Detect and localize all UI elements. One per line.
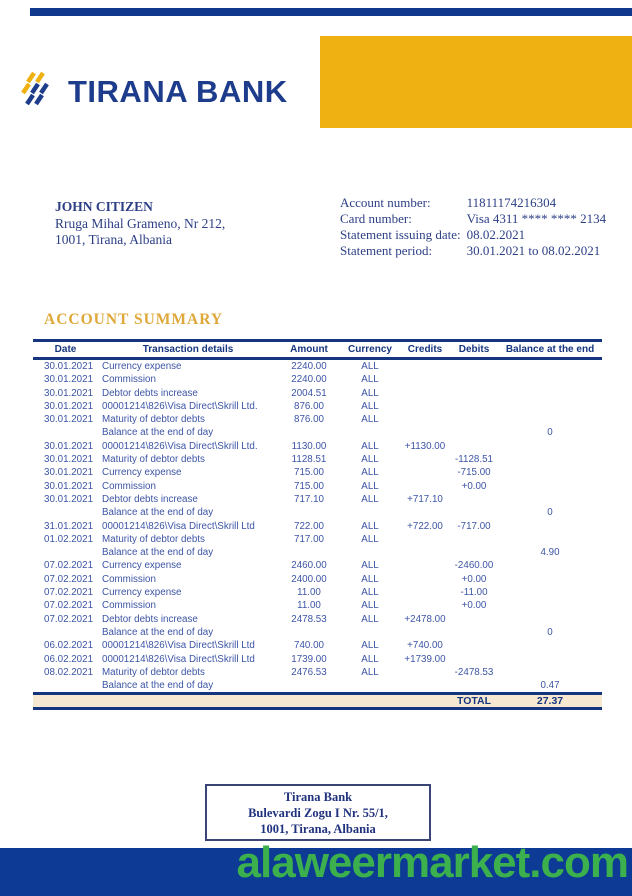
cell-currency: ALL [361,560,379,572]
transaction-row [33,400,602,413]
total-row [33,694,602,709]
cell-balance [498,359,602,374]
cell-details: Balance at the end of day [102,427,214,439]
transaction-row [33,453,602,466]
cell-debits: -715.00 [457,467,491,479]
cell-amount [278,426,340,439]
transaction-row [33,626,602,639]
transaction-row [33,373,602,386]
transaction-row [33,413,602,426]
cell-balance [498,666,602,679]
cell-credits [400,400,450,413]
cell-credits [400,533,450,546]
cell-currency [340,626,400,639]
total-value: 27.37 [498,694,602,709]
cell-details: 00001214\826\Visa Direct\Skrill Ltd [102,640,255,652]
cell-details: Currency expense [102,361,182,372]
cell-debits [450,359,498,374]
cell-currency: ALL [361,573,379,585]
cell-debits [450,387,498,400]
cell-debits [450,440,498,453]
cell-credits [400,679,450,694]
card-number-row [340,212,606,228]
cell-amount: 1128.51 [291,454,327,466]
cell-balance [498,599,602,612]
transaction-row [33,639,602,652]
cell-date: 08.02.2021 [44,666,94,678]
cell-balance [498,586,602,599]
cell-currency: ALL [361,520,379,532]
customer-address-line-2: 1001, Tirana, Albania [55,232,172,247]
cell-credits: +722.00 [407,520,443,532]
cell-credits [400,373,450,386]
cell-credits [400,546,450,559]
cell-details: Balance at the end of day [102,626,214,638]
cell-amount [278,506,340,519]
cell-currency: ALL [361,493,379,505]
cell-date [33,426,98,439]
col-header-date: Date [33,341,98,359]
cell-details: Commission [102,600,156,612]
cell-details: Currency expense [102,560,182,572]
cell-date: 31.01.2021 [44,520,94,532]
cell-credits: +1130.00 [404,440,446,452]
cell-credits [400,559,450,572]
cell-amount [278,679,340,694]
cell-date: 30.01.2021 [44,387,94,399]
cell-details: Debtor debts increase [102,613,198,625]
cell-date [33,506,98,519]
cell-balance [498,493,602,506]
cell-credits [400,586,450,599]
cell-amount: 11.00 [297,587,321,599]
cell-date: 07.02.2021 [44,600,94,612]
cell-balance: 0 [547,427,553,439]
cell-credits [400,573,450,586]
cell-balance [498,400,602,413]
cell-amount: 722.00 [294,520,324,532]
cell-details: 00001214\826\Visa Direct\Skrill Ltd [102,520,255,532]
cell-credits [400,480,450,493]
transactions-table [33,339,602,710]
transaction-row [33,599,602,612]
cell-date: 30.01.2021 [44,467,94,479]
cell-currency: ALL [361,361,379,372]
cell-debits [450,413,498,426]
cell-amount: 876.00 [294,414,324,426]
cell-balance: 0 [547,507,553,519]
cell-amount: 876.00 [294,400,324,412]
cell-amount: 715.00 [294,480,324,492]
cell-amount: 717.10 [294,493,324,505]
cell-currency [340,679,400,694]
bank-logo-stripes-icon [16,70,60,113]
header-yellow-block [320,36,632,128]
cell-amount: 1739.00 [291,653,327,665]
cell-balance: 0 [547,626,553,638]
cell-date: 07.02.2021 [44,573,94,585]
cell-balance [498,453,602,466]
cell-amount: 11.00 [297,600,321,612]
cell-currency: ALL [361,653,379,665]
cell-debits [450,653,498,666]
cell-balance [498,440,602,453]
cell-currency [340,546,400,559]
cell-credits [400,453,450,466]
cell-balance [498,639,602,652]
transaction-row [33,653,602,666]
col-header-balance: Balance at the end [498,341,602,359]
cell-date: 30.01.2021 [44,414,94,426]
cell-amount: 740.00 [294,640,324,652]
cell-amount: 2478.53 [291,613,327,625]
transaction-row [33,387,602,400]
cell-amount: 2476.53 [291,666,327,678]
cell-date [33,546,98,559]
cell-credits [400,387,450,400]
cell-details: Commission [102,573,156,585]
cell-debits: -11.00 [460,587,488,599]
cell-currency: ALL [361,613,379,625]
transaction-row [33,506,602,519]
cell-credits: +740.00 [407,640,443,652]
cell-details: Maturity of debtor debts [102,454,205,466]
cell-debits: -2478.53 [454,666,494,678]
transaction-row [33,546,602,559]
cell-currency: ALL [361,374,379,386]
cell-debits [450,533,498,546]
cell-details: Balance at the end of day [102,507,214,519]
statement-period-value: 30.01.2021 to 08.02.2021 [466,243,601,258]
cell-balance [498,533,602,546]
cell-credits: +2478.00 [404,613,446,625]
cell-credits [400,413,450,426]
issuing-date-row [340,228,606,244]
cell-details: Currency expense [102,467,182,479]
cell-currency: ALL [361,387,379,399]
statement-period-row [340,244,606,260]
cell-credits [400,359,450,374]
customer-address-block [55,199,225,248]
transaction-row [33,480,602,493]
cell-amount: 2460.00 [291,560,327,572]
transaction-row [33,679,602,694]
statement-period-label: Statement period: [340,243,433,258]
issuing-date-label: Statement issuing date: [340,227,461,242]
cell-credits [400,666,450,679]
transaction-row [33,559,602,572]
cell-details: Commission [102,374,156,386]
cell-debits [450,373,498,386]
account-summary-title: ACCOUNT SUMMARY [44,311,224,328]
cell-balance [498,559,602,572]
transaction-row [33,440,602,453]
cell-credits [400,506,450,519]
issuing-date-value: 08.02.2021 [466,227,526,242]
cell-details: Maturity of debtor debts [102,533,205,545]
cell-credits [400,466,450,479]
cell-credits [400,599,450,612]
watermark-text: alaweermarket.com [236,838,628,887]
cell-debits [450,679,498,694]
account-number-row [340,196,606,212]
cell-debits [450,639,498,652]
cell-details: Maturity of debtor debts [102,666,205,678]
transaction-row [33,493,602,506]
cell-details: 00001214\826\Visa Direct\Skrill Ltd [102,653,255,665]
transaction-row [33,359,602,374]
transaction-row [33,613,602,626]
cell-debits: +0.00 [461,600,487,612]
cell-date: 30.01.2021 [44,400,94,412]
col-header-transaction-details: Transaction details [98,341,278,359]
cell-amount: 2004.51 [291,387,327,399]
table-header-row [33,341,602,359]
bank-address-line-3: 1001, Tirana, Albania [260,821,376,836]
cell-currency: ALL [361,600,379,612]
cell-details: 00001214\826\Visa Direct\Skrill Ltd. [102,400,258,412]
col-header-amount: Amount [278,341,340,359]
cell-currency: ALL [361,587,379,599]
cell-details: Currency expense [102,587,182,599]
cell-amount: 2400.00 [291,573,327,585]
account-number-label: Account number: [340,195,431,210]
cell-details: Debtor debts increase [102,387,198,399]
transactions-body [33,359,602,694]
account-info-block [340,196,606,260]
cell-date [33,626,98,639]
bank-address-line-1: Tirana Bank [283,789,353,804]
account-number-value: 11811174216304 [466,195,557,210]
cell-debits [450,626,498,639]
cell-debits: -1128.51 [455,454,493,466]
total-row-spacer [33,694,450,709]
bank-address-box [205,784,431,841]
cell-debits [450,493,498,506]
cell-credits [400,426,450,439]
cell-debits: -717.00 [457,520,491,532]
transaction-row [33,573,602,586]
transaction-row [33,666,602,679]
cell-date: 30.01.2021 [44,361,94,372]
cell-date: 30.01.2021 [44,374,94,386]
cell-amount: 715.00 [294,467,324,479]
cell-currency: ALL [361,666,379,678]
cell-amount [278,546,340,559]
card-number-label: Card number: [340,211,412,226]
cell-amount: 717.00 [294,533,324,545]
cell-balance [498,387,602,400]
cell-balance: 0.47 [540,680,560,692]
total-label: TOTAL [450,694,498,709]
cell-date: 06.02.2021 [44,640,94,652]
transaction-row [33,586,602,599]
cell-amount: 2240.00 [291,374,327,386]
cell-debits: -2460.00 [454,560,494,572]
cell-currency: ALL [361,467,379,479]
cell-credits: +1739.00 [404,653,446,665]
cell-debits [450,400,498,413]
cell-currency: ALL [361,480,379,492]
card-number-value: Visa 4311 **** **** 2134 [466,211,607,226]
cell-debits [450,426,498,439]
cell-date: 07.02.2021 [44,560,94,572]
cell-date: 07.02.2021 [44,613,94,625]
cell-currency [340,506,400,519]
cell-credits: +717.10 [407,493,443,505]
cell-date [33,679,98,694]
cell-currency: ALL [361,454,379,466]
cell-debits: +0.00 [461,573,487,585]
cell-currency [340,426,400,439]
col-header-currency: Currency [340,341,400,359]
cell-date: 01.02.2021 [44,533,94,545]
col-header-debits: Debits [450,341,498,359]
transaction-row [33,520,602,533]
transaction-row [33,426,602,439]
transactions-table-container [33,339,602,710]
cell-amount: 2240.00 [291,361,327,372]
cell-amount: 1130.00 [291,440,327,452]
cell-currency: ALL [361,414,379,426]
cell-debits [450,506,498,519]
customer-address-line-1: Rruga Mihal Grameno, Nr 212, [55,216,226,231]
cell-details: Commission [102,480,156,492]
top-accent-bar [30,8,632,16]
cell-credits [400,626,450,639]
cell-date: 30.01.2021 [44,454,94,466]
cell-debits: +0.00 [461,480,487,492]
cell-date: 06.02.2021 [44,653,94,665]
cell-details: Balance at the end of day [102,547,214,559]
bank-name: TIRANA BANK [68,73,288,109]
cell-balance [498,413,602,426]
transaction-row [33,466,602,479]
bank-address-line-2: Bulevardi Zogu I Nr. 55/1, [248,805,388,820]
cell-balance [498,466,602,479]
cell-date: 30.01.2021 [44,493,94,505]
col-header-credits: Credits [400,341,450,359]
customer-name: JOHN CITIZEN [55,199,153,214]
bank-logo [16,70,288,113]
cell-balance: 4.90 [540,547,560,559]
cell-balance [498,480,602,493]
cell-balance [498,613,602,626]
cell-debits [450,546,498,559]
cell-currency: ALL [361,640,379,652]
cell-date: 30.01.2021 [44,440,94,452]
cell-currency: ALL [361,533,379,545]
cell-currency: ALL [361,440,379,452]
cell-details: Debtor debts increase [102,493,198,505]
cell-details: Balance at the end of day [102,680,214,692]
cell-date: 07.02.2021 [44,587,94,599]
cell-balance [498,520,602,533]
cell-balance [498,573,602,586]
cell-currency: ALL [361,400,379,412]
cell-amount [278,626,340,639]
cell-date: 30.01.2021 [44,480,94,492]
transaction-row [33,533,602,546]
cell-balance [498,653,602,666]
cell-details: Maturity of debtor debts [102,414,205,426]
cell-debits [450,613,498,626]
cell-details: 00001214\826\Visa Direct\Skrill Ltd. [102,440,258,452]
cell-balance [498,373,602,386]
